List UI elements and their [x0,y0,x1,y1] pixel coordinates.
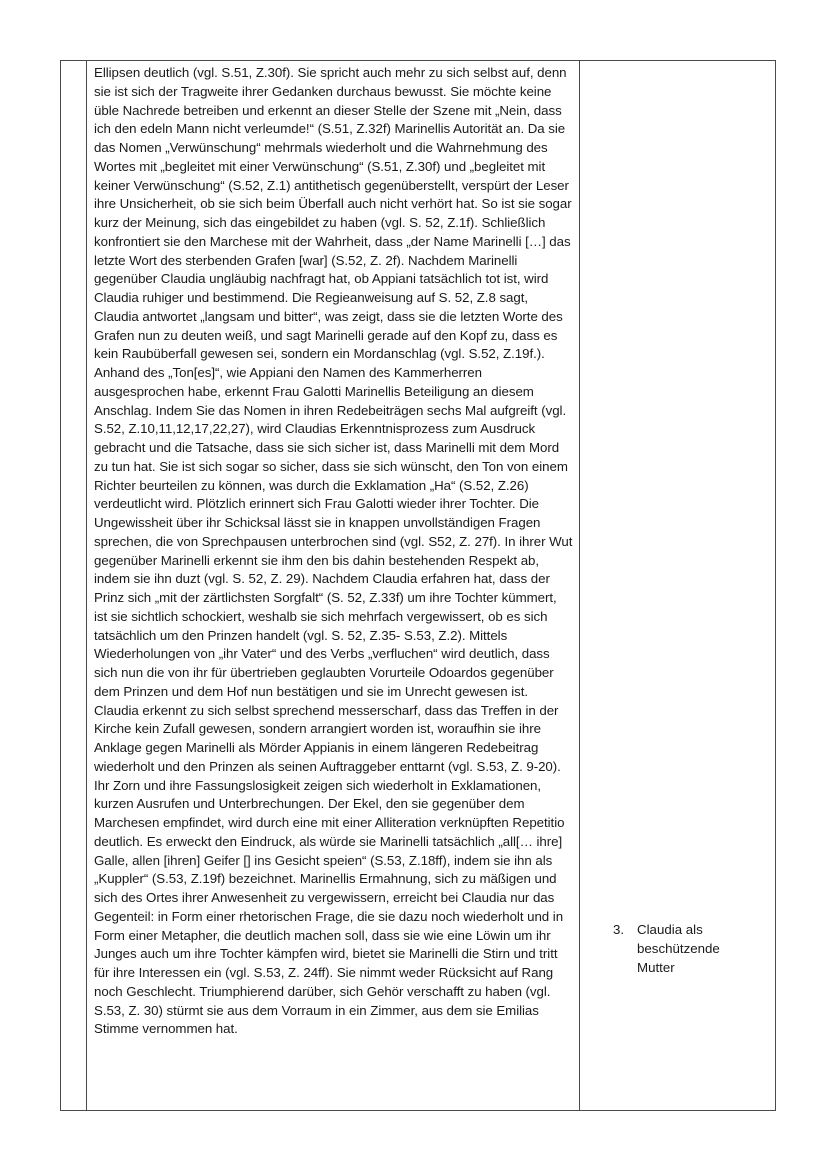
analysis-paragraph: Ellipsen deutlich (vgl. S.51, Z.30f). Sie spricht auch mehr zu sich selbst auf, denn sie ist sich der Tragweite ihrer Gedanken durchaus bewusst. Sie möchte keine üble Nachrede betreiben und erkennt an dieser Stelle der Szene mit „Nein, dass ich den edeln Mann nicht verleumde!“ (S.51, Z.32f) Marinellis Autorität an. Da sie das Nomen „Verwünschung“ mehrmals wiederholt und die Wahrnehmung des Wortes mit „begleitet mit einer Verwünschung“ (S.51, Z.30f) und „begleitet mit keiner Verwünschung“ (S.52, Z.1) antithetisch gegenüberstellt, verspürt der Leser ihre Unsicherheit, ob sie sich beim Überfall auch nicht verhört hat. So ist sie sogar kurz der Meinung, sich das eingebildet zu haben (vgl. S. 52, Z.1f). Schließlich konfrontiert sie den Marchese mit der Wahrheit, dass „der Name Marinelli […] das letzte Wort des sterbenden Grafen [war] (S.52, Z. 2f). Nachdem Marinelli gegenüber Claudia ungläubig nachfragt hat, ob Appiani tatsächlich tot ist, wird Claudia ruhiger und bestimmend. Die Regieanweisung auf S. 52, Z.8 sagt, Claudia antwortet „langsam und bitter“, was zeigt, dass sie die letzten Worte des Grafen nun zu deuten weiß, und sagt Marinelli gerade auf den Kopf zu, dass es kein Raubüberfall gewesen sei, sondern ein Mordanschlag (vgl. S.52, Z.19f.). Anhand des „Ton[es]“, wie Appiani den Namen des Kammerherren ausgesprochen habe, erkennt Frau Galotti Marinellis Beteiligung an diesem Anschlag. Indem Sie das Nomen in ihren Redebeiträgen sechs Mal aufgreift (vgl. S.52, Z.10,11,12,17,22,27), wird Claudias Erkenntnisprozess zum Ausdruck gebracht und die Tatsache, dass sie sich sicher ist, dass Marinelli mit dem Mord zu tun hat. Sie ist sich sogar so sicher, dass sie sich wünscht, den Ton von einem Richter beurteilen zu können, was durch die Exklamation „Ha“ (S.52, Z.26) verdeutlicht wird. Plötzlich erinnert sich Frau Galotti wieder ihrer Tochter. Die Ungewissheit über ihr Schicksal lässt sie in knappen unvollständigen Fragen sprechen, die von Sprechpausen unterbrochen sind (vgl. S52, Z. 27f). In ihrer Wut gegenüber Marinelli erkennt sie ihm den bis dahin bestehenden Respekt ab, indem sie ihn duzt (vgl. S. 52, Z. 29). Nachdem Claudia erfahren hat, dass der Prinz sich „mit der zärtlichsten Sorgfalt“ (S. 52, Z.33f) um ihre Tochter kümmert, ist sie sichtlich schockiert, weshalb sie sich mehrfach vergewissert, ob es sich tatsächlich um den Prinzen handelt (vgl. S. 52, Z.35- S.53, Z.2). Mittels Wiederholungen von „ihr Vater“ und des Verbs „verfluchen“ wird deutlich, dass sich nun die von ihr für übertrieben geglaubten Vorurteile Odoardos gegenüber dem Prinzen und dem Hof nun bestätigen und sie im Unrecht gewesen ist. Claudia erkennt zu sich selbst sprechend messerscharf, dass das Treffen in der Kirche kein Zufall gewesen, sondern arrangiert worden ist, woraufhin sie ihre Anklage gegen Marinelli als Mörder Appianis in einem längeren Redebeitrag wiederholt und den Prinzen als seinen Auftraggeber enttarnt (vgl. S.53, Z. 9-20). Ihr Zorn und ihre Fassungslosigkeit zeigen sich wiederholt in Exklamationen, kurzen Ausrufen und Unterbrechungen. Der Ekel, den sie gegenüber dem Marchesen empfindet, wird durch eine mit einer Alliteration verknüpften Repetitio deutlich. Es erweckt den Eindruck, als würde sie Marinelli tatsächlich „all[… ihre] Galle, allen [ihren] Geifer [] ins Gesicht speien“ (S.53, Z.18ff), indem sie ihn als „Kuppler“ (S.53, Z.19f) bezeichnet. Marinellis Ermahnung, sich zu mäßigen und sich des Ortes ihrer Anwesenheit zu vergewissern, erreicht bei Claudia nur das Gegenteil: in Form einer rhetorischen Frage, die sie dazu noch wiederholt und in Form einer Metapher, die deutlich machen soll, dass sie wie eine Löwin um ihr Junges auch um ihre Tochter kämpfen wird, bietet sie Marinelli die Stirn und tritt für ihre Interessen ein (vgl. S.53, Z. 24ff). Sie nimmt weder Rücksicht auf Rang noch Geschlecht. Triumphierend darüber, sich Gehör verschafft zu haben (vgl. S.53, Z. 30) stürmt sie aus dem Vorraum in ein Zimmer, aus dem sie Emilias Stimme vernommen hat. [94,65,573,1037]
index-column [61,61,87,1111]
document-table [60,60,776,1111]
side-heading [580,921,775,977]
table-row [61,61,776,1111]
heading-column [580,61,776,1111]
side-heading-number: 3. [613,922,625,937]
analysis-column [87,61,580,1111]
side-heading-text: Claudia als beschützende Mutter [637,922,720,975]
